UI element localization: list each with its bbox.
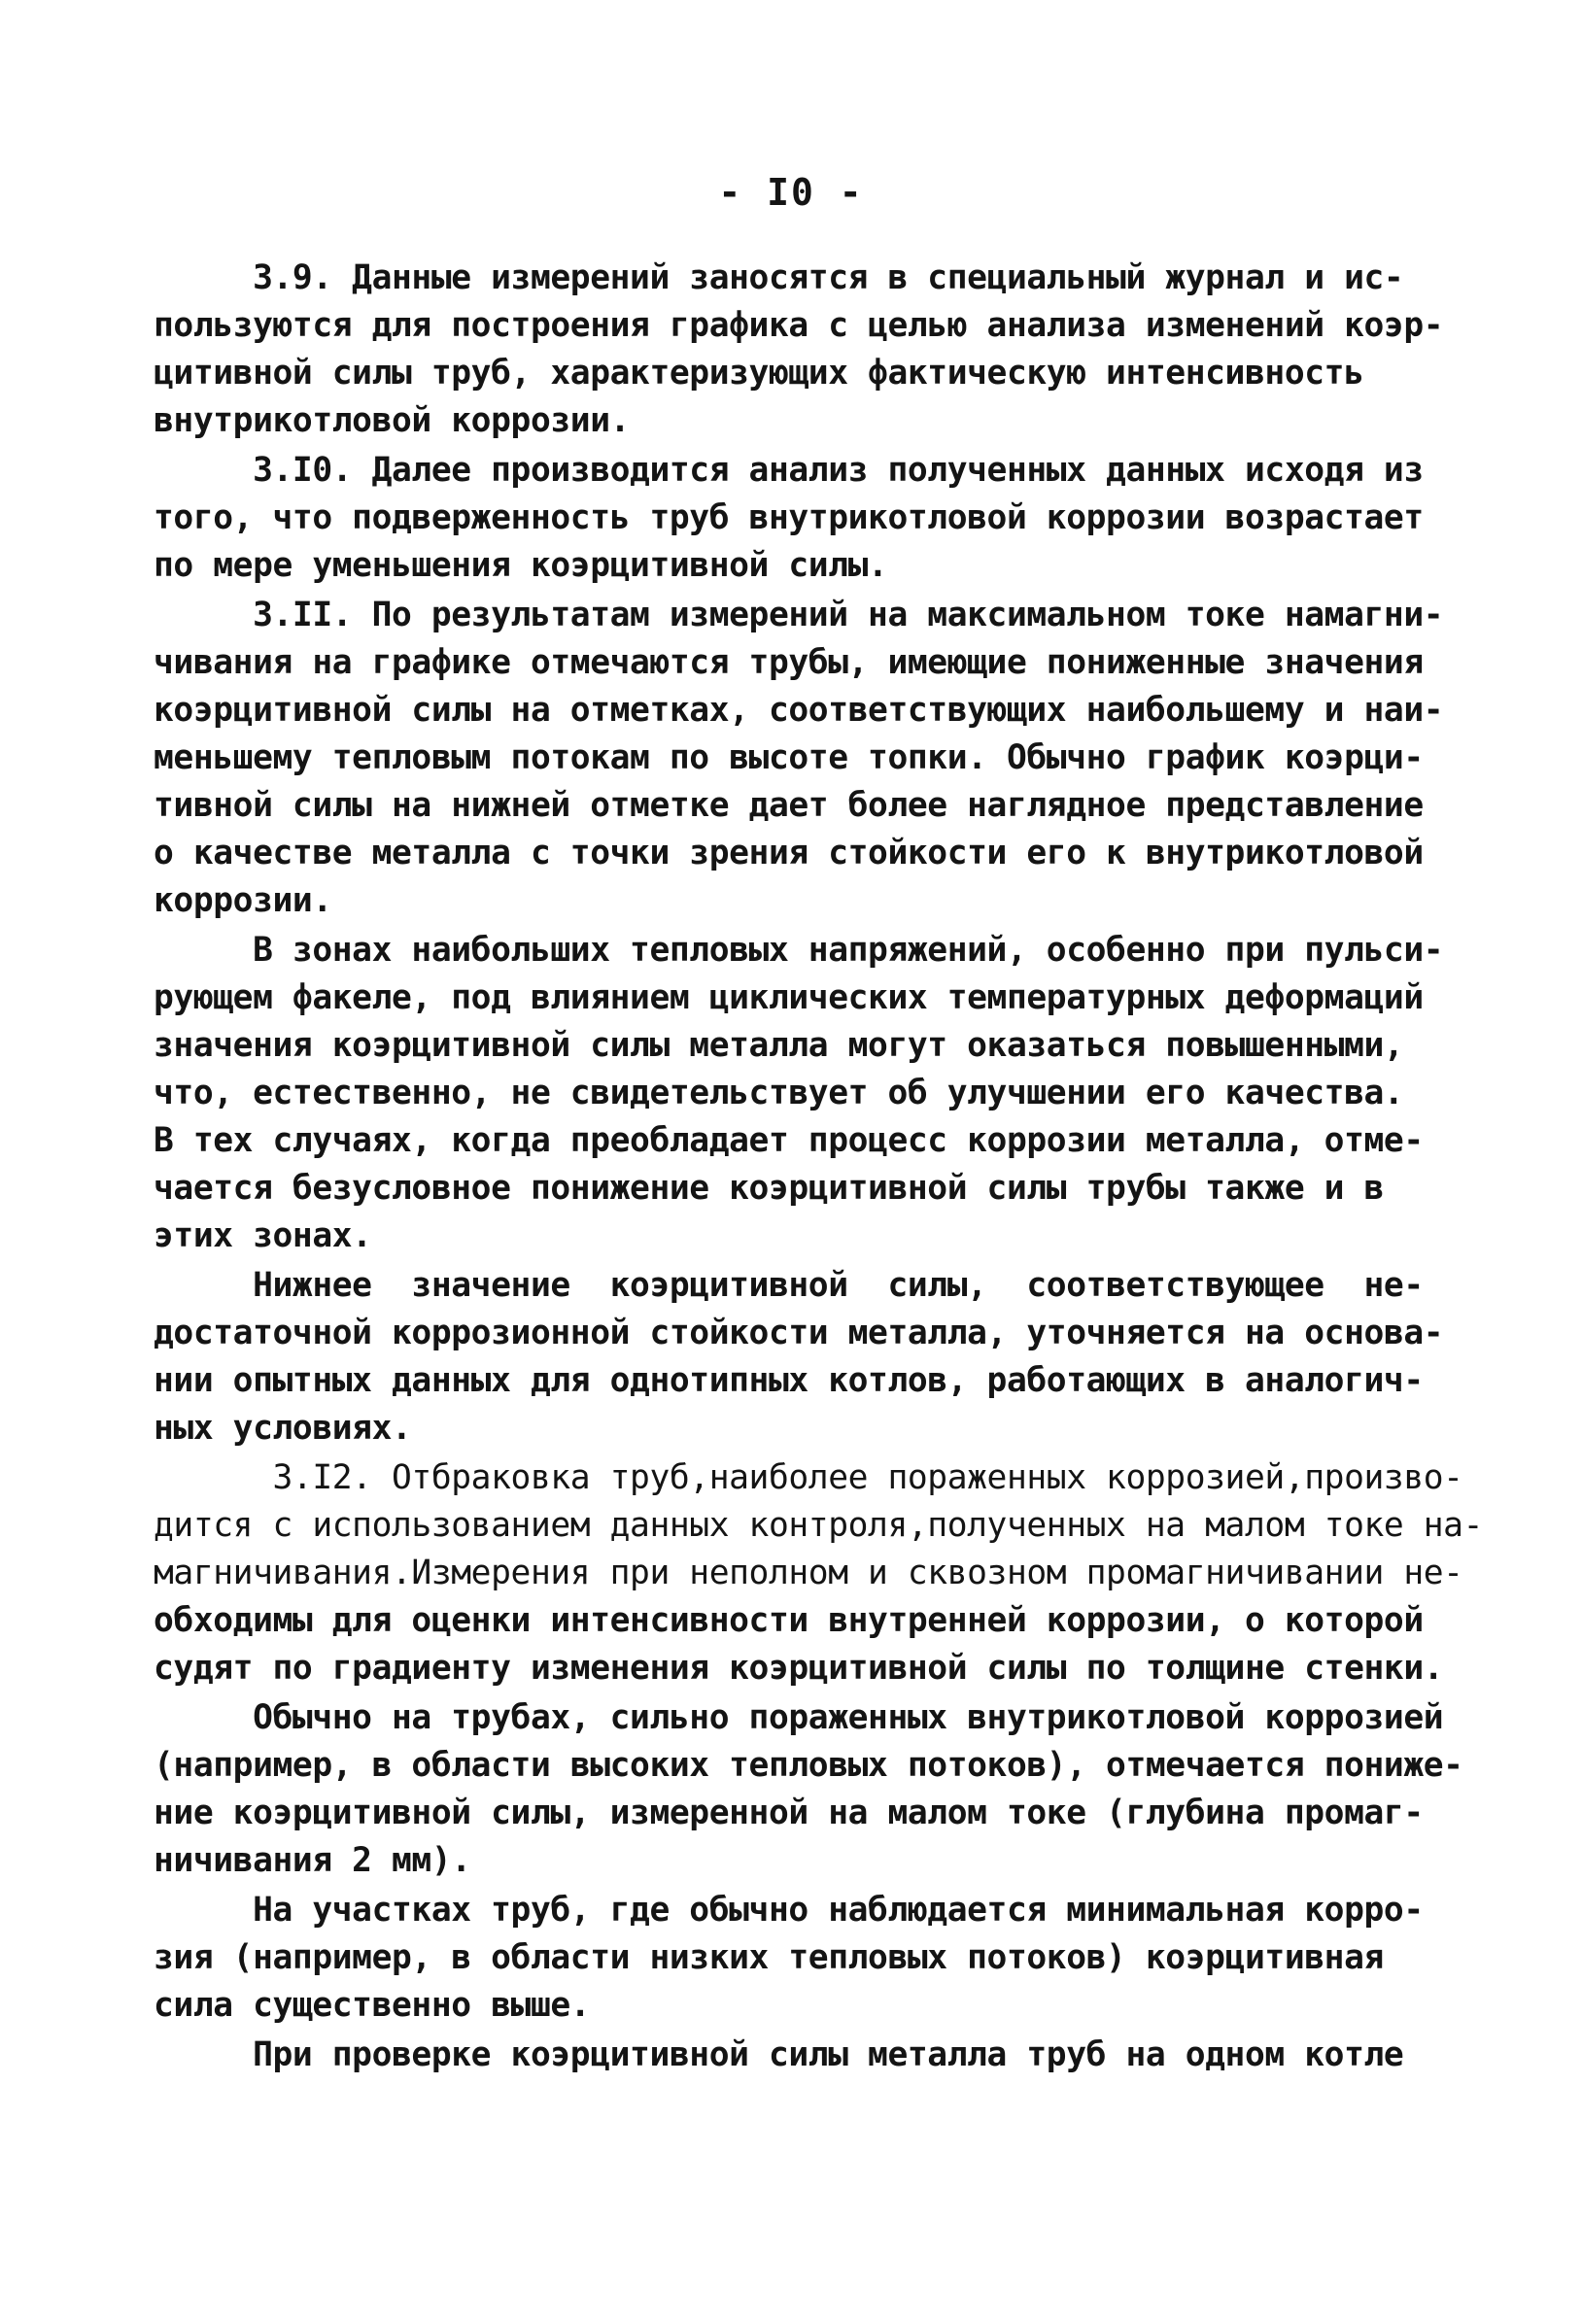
text-line: сила существенно выше. (154, 1986, 591, 2025)
text-line: дится с использованием данных контроля,полученных на малом токе на- (154, 1506, 1483, 1545)
text-line: о качестве металла с точки зрения стойкости его к внутрикотловой (154, 834, 1424, 872)
text-line: чивания на графике отмечаются трубы, имеющие пониженные значения (154, 643, 1424, 682)
text-line: что, естественно, не свидетельствует об улучшении его качества. (154, 1074, 1404, 1112)
text-line: по мере уменьшения коэрцитивной силы. (154, 546, 888, 585)
text-line: ных условиях. (154, 1409, 412, 1448)
text-line: значения коэрцитивной силы металла могут оказаться повышенными, (154, 1026, 1404, 1065)
text-line: нии опытных данных для однотипных котлов, работающих в аналогич- (154, 1361, 1424, 1400)
text-line: цитивной силы труб, характеризующих фактическую интенсивность (154, 354, 1364, 393)
text-line: магничивания.Измерения при неполном и сквозном промагничивании не- (154, 1554, 1463, 1592)
text-line: того, что подверженность труб внутрикотловой коррозии возрастает (154, 498, 1424, 537)
text-line: обходимы для оценки интенсивности внутренней коррозии, о которой (154, 1601, 1424, 1640)
text-line: коррозии. (154, 881, 332, 920)
text-line: этих зонах. (154, 1216, 372, 1255)
paragraph-usually (154, 1694, 1465, 1885)
paragraph-lower-value (154, 1262, 1465, 1452)
text-line: 3.I0. Далее производится анализ полученных данных исходя из (154, 451, 1424, 490)
paragraph-check (154, 2032, 1465, 2079)
text-line: При проверке коэрцитивной силы металла труб на одном котле (154, 2035, 1404, 2074)
page-number: - I0 - (718, 171, 864, 214)
text-line: Обычно на трубах, сильно пораженных внутрикотловой коррозией (154, 1698, 1444, 1737)
text-line: (например, в области высоких тепловых потоков), отмечается пониже- (154, 1746, 1463, 1785)
paragraph-3-9 (154, 255, 1465, 445)
paragraph-3-12 (154, 1454, 1483, 1692)
text-line: чается безусловное понижение коэрцитивной силы трубы также и в (154, 1169, 1384, 1208)
body-text (154, 255, 1483, 2079)
text-line: коэрцитивной силы на отметках, соответствующих наибольшему и наи- (154, 691, 1444, 730)
paragraph-3-11 (154, 592, 1465, 925)
text-line: зия (например, в области низких тепловых потоков) коэрцитивная (154, 1938, 1384, 1977)
text-line: 3.9. Данные измерений заносятся в специальный журнал и ис- (154, 258, 1404, 297)
text-line: На участках труб, где обычно наблюдается минимальная корро- (154, 1891, 1424, 1930)
text-line: В зонах наибольших тепловых напряжений, особенно при пульси- (154, 931, 1444, 970)
text-line: внутрикотловой коррозии. (154, 401, 631, 440)
text-line: тивной силы на нижней отметке дает более наглядное представление (154, 786, 1424, 825)
text-line: рующем факеле, под влиянием циклических температурных деформаций (154, 978, 1424, 1017)
text-line: 3.I2. Отбраковка труб,наиболее пораженных коррозией,произво- (154, 1458, 1463, 1497)
text-line: пользуются для построения графика с целью анализа изменений коэр- (154, 306, 1444, 345)
paragraph-zones (154, 927, 1465, 1260)
paragraph-areas (154, 1887, 1465, 2030)
text-line: достаточной коррозионной стойкости металла, уточняется на основа- (154, 1314, 1444, 1352)
text-line: ние коэрцитивной силы, измеренной на малом токе (глубина промаг- (154, 1794, 1424, 1832)
text-line: меньшему тепловым потокам по высоте топки. Обычно график коэрци- (154, 738, 1424, 777)
text-line: Нижнее значение коэрцитивной силы, соответствующее не- (154, 1266, 1424, 1305)
text-line: В тех случаях, когда преобладает процесс коррозии металла, отме- (154, 1121, 1424, 1160)
paragraph-3-10 (154, 447, 1465, 590)
text-line: судят по градиенту изменения коэрцитивной силы по толщине стенки. (154, 1649, 1444, 1688)
text-line: ничивания 2 мм). (154, 1841, 471, 1880)
text-line: 3.II. По результатам измерений на максимальном токе намагни- (154, 596, 1444, 634)
